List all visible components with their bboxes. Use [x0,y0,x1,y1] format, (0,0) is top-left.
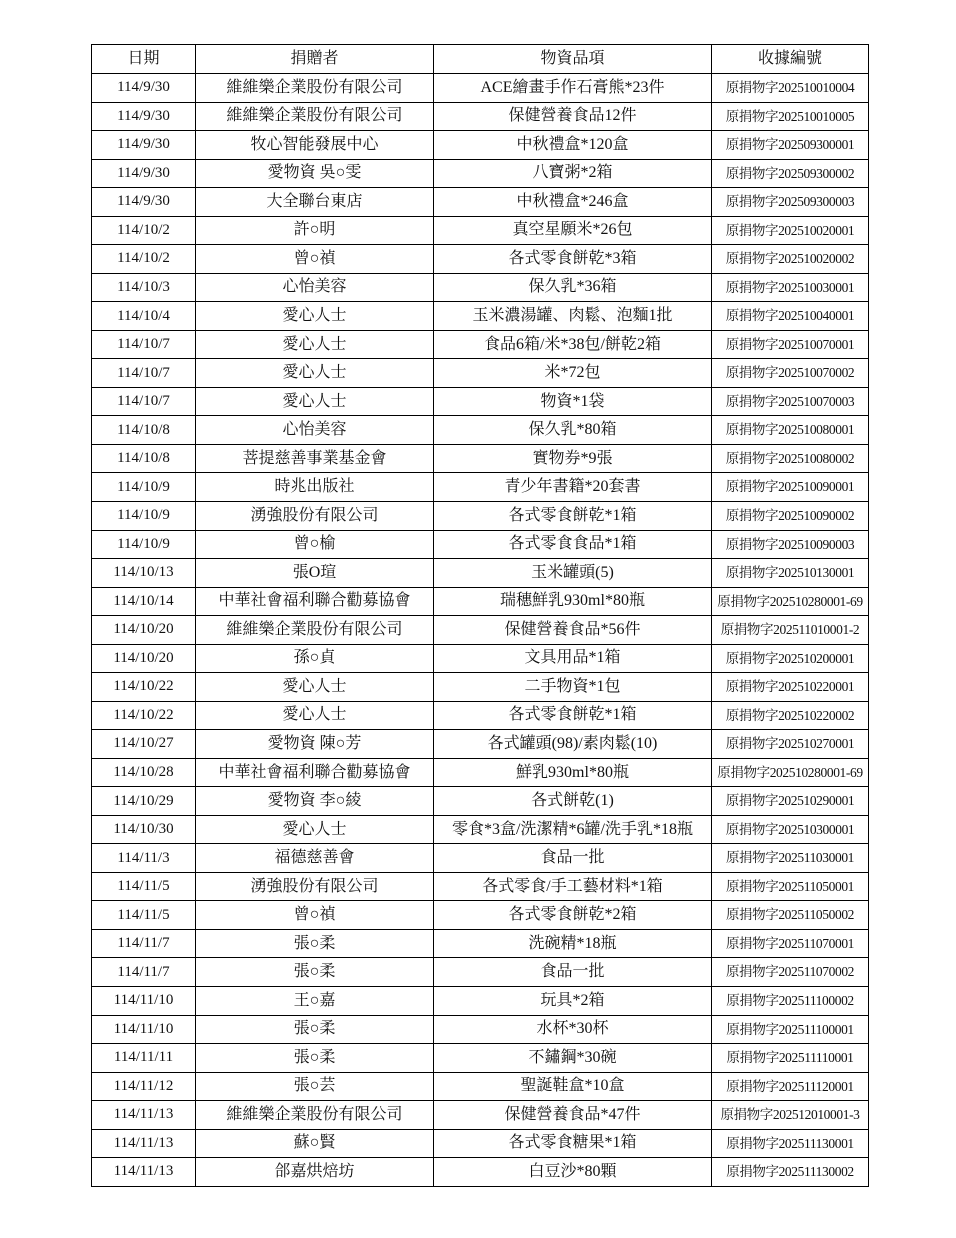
cell-items: 玉米濃湯罐、肉鬆、泡麵1批 [434,302,712,331]
table-row [92,444,869,473]
donation-table [91,44,869,1187]
cell-donor: 中華社會福利聯合勸募協會 [196,587,434,616]
cell-items: 各式零食餅乾*3箱 [434,245,712,274]
cell-receipt: 原捐物字202510070001 [712,330,869,359]
table-row [92,159,869,188]
cell-items: 洗碗精*18瓶 [434,929,712,958]
cell-date: 114/11/5 [92,872,196,901]
cell-date: 114/11/12 [92,1072,196,1101]
cell-donor: 愛心人士 [196,387,434,416]
table-row [92,644,869,673]
table-row [92,559,869,588]
cell-receipt: 原捐物字202511110001 [712,1044,869,1073]
cell-items: 水杯*30杯 [434,1015,712,1044]
cell-items: 二手物資*1包 [434,673,712,702]
table-row [92,131,869,160]
cell-donor: 中華社會福利聯合勸募協會 [196,758,434,787]
cell-items: 米*72包 [434,359,712,388]
cell-donor: 蘇○賢 [196,1129,434,1158]
cell-items: 各式罐頭(98)/素肉鬆(10) [434,730,712,759]
cell-receipt: 原捐物字202510040001 [712,302,869,331]
cell-donor: 張○柔 [196,1044,434,1073]
cell-donor: 維維樂企業股份有限公司 [196,1101,434,1130]
cell-items: 文具用品*1箱 [434,644,712,673]
cell-receipt: 原捐物字202509300001 [712,131,869,160]
cell-receipt: 原捐物字202510020002 [712,245,869,274]
cell-date: 114/10/9 [92,501,196,530]
cell-date: 114/10/3 [92,273,196,302]
table-row [92,216,869,245]
cell-date: 114/11/11 [92,1044,196,1073]
cell-items: 各式零食食品*1箱 [434,530,712,559]
cell-date: 114/10/2 [92,216,196,245]
table-row [92,330,869,359]
header-date: 日期 [92,45,196,74]
cell-donor: 張○芸 [196,1072,434,1101]
table-row [92,616,869,645]
cell-items: ACE繪畫手作石膏熊*23件 [434,74,712,103]
cell-receipt: 原捐物字202510070003 [712,387,869,416]
cell-date: 114/10/22 [92,673,196,702]
cell-items: 不鏽鋼*30碗 [434,1044,712,1073]
cell-items: 八寶粥*2箱 [434,159,712,188]
header-items: 物資品項 [434,45,712,74]
cell-donor: 愛物資 吳○雯 [196,159,434,188]
cell-donor: 湧強股份有限公司 [196,872,434,901]
cell-items: 各式零食餅乾*1箱 [434,701,712,730]
cell-receipt: 原捐物字202511120001 [712,1072,869,1101]
cell-date: 114/10/9 [92,473,196,502]
cell-receipt: 原捐物字202510130001 [712,559,869,588]
cell-receipt: 原捐物字202509300003 [712,188,869,217]
cell-date: 114/11/10 [92,1015,196,1044]
cell-receipt: 原捐物字202510010004 [712,74,869,103]
table-row [92,387,869,416]
cell-date: 114/9/30 [92,188,196,217]
cell-donor: 張○柔 [196,958,434,987]
cell-receipt: 原捐物字202510090002 [712,501,869,530]
cell-donor: 時兆出版社 [196,473,434,502]
cell-receipt: 原捐物字202509300002 [712,159,869,188]
cell-items: 物資*1袋 [434,387,712,416]
cell-donor: 菩提慈善事業基金會 [196,444,434,473]
table-row [92,245,869,274]
cell-date: 114/10/29 [92,787,196,816]
cell-receipt: 原捐物字202510020001 [712,216,869,245]
cell-date: 114/10/8 [92,444,196,473]
table-row [92,730,869,759]
cell-date: 114/11/10 [92,987,196,1016]
cell-donor: 張O瑄 [196,559,434,588]
table-row [92,844,869,873]
cell-items: 青少年書籍*20套書 [434,473,712,502]
table-row [92,359,869,388]
cell-donor: 王○嘉 [196,987,434,1016]
table-row [92,501,869,530]
table-row [92,1044,869,1073]
cell-donor: 張○柔 [196,1015,434,1044]
cell-items: 白豆沙*80顆 [434,1158,712,1187]
cell-items: 食品6箱/米*38包/餅乾2箱 [434,330,712,359]
cell-donor: 愛心人士 [196,701,434,730]
cell-items: 聖誕鞋盒*10盒 [434,1072,712,1101]
cell-items: 保久乳*80箱 [434,416,712,445]
cell-receipt: 原捐物字202510030001 [712,273,869,302]
header-donor: 捐贈者 [196,45,434,74]
cell-donor: 維維樂企業股份有限公司 [196,102,434,131]
header-row [92,45,869,74]
table-row [92,1158,869,1187]
table-row [92,188,869,217]
table-row [92,815,869,844]
table-row [92,1129,869,1158]
table-row [92,1072,869,1101]
cell-donor: 愛心人士 [196,673,434,702]
cell-donor: 曾○禎 [196,245,434,274]
cell-receipt: 原捐物字202511070001 [712,929,869,958]
table-row [92,987,869,1016]
table-row [92,872,869,901]
table-row [92,302,869,331]
cell-date: 114/11/3 [92,844,196,873]
cell-receipt: 原捐物字202510290001 [712,787,869,816]
cell-receipt: 原捐物字202510080002 [712,444,869,473]
cell-date: 114/10/7 [92,359,196,388]
table-row [92,473,869,502]
cell-donor: 福德慈善會 [196,844,434,873]
cell-donor: 愛心人士 [196,302,434,331]
cell-items: 中秋禮盒*246盒 [434,188,712,217]
cell-donor: 大全聯台東店 [196,188,434,217]
cell-receipt: 原捐物字202511100001 [712,1015,869,1044]
cell-items: 保健營養食品*47件 [434,1101,712,1130]
cell-receipt: 原捐物字202510200001 [712,644,869,673]
cell-date: 114/9/30 [92,102,196,131]
cell-items: 保健營養食品12件 [434,102,712,131]
cell-donor: 愛物資 陳○芳 [196,730,434,759]
cell-donor: 曾○榆 [196,530,434,559]
cell-donor: 愛心人士 [196,330,434,359]
cell-date: 114/10/20 [92,644,196,673]
cell-date: 114/11/13 [92,1129,196,1158]
cell-items: 各式餅乾(1) [434,787,712,816]
cell-items: 保健營養食品*56件 [434,616,712,645]
cell-date: 114/10/8 [92,416,196,445]
cell-receipt: 原捐物字202511030001 [712,844,869,873]
table-row [92,530,869,559]
cell-donor: 愛心人士 [196,815,434,844]
header-receipt: 收據編號 [712,45,869,74]
table-row [92,787,869,816]
cell-date: 114/10/22 [92,701,196,730]
cell-donor: 愛物資 李○綾 [196,787,434,816]
cell-receipt: 原捐物字202511010001-2 [712,616,869,645]
cell-items: 零食*3盒/洗潔精*6罐/洗手乳*18瓶 [434,815,712,844]
cell-date: 114/10/7 [92,330,196,359]
cell-receipt: 原捐物字202511130001 [712,1129,869,1158]
cell-date: 114/10/14 [92,587,196,616]
cell-date: 114/11/13 [92,1101,196,1130]
cell-donor: 愛心人士 [196,359,434,388]
cell-date: 114/10/30 [92,815,196,844]
cell-items: 鮮乳930ml*80瓶 [434,758,712,787]
table-row [92,958,869,987]
cell-donor: 孫○貞 [196,644,434,673]
table-row [92,701,869,730]
table-row [92,273,869,302]
cell-date: 114/9/30 [92,74,196,103]
cell-items: 玩具*2箱 [434,987,712,1016]
cell-items: 食品一批 [434,844,712,873]
cell-donor: 張○柔 [196,929,434,958]
cell-date: 114/10/4 [92,302,196,331]
cell-receipt: 原捐物字202510090003 [712,530,869,559]
table-row [92,74,869,103]
cell-items: 實物券*9張 [434,444,712,473]
cell-receipt: 原捐物字202511100002 [712,987,869,1016]
cell-items: 瑞穗鮮乳930ml*80瓶 [434,587,712,616]
cell-donor: 牧心智能發展中心 [196,131,434,160]
cell-receipt: 原捐物字202510010005 [712,102,869,131]
table-row [92,1101,869,1130]
table-row [92,416,869,445]
cell-items: 各式零食糖果*1箱 [434,1129,712,1158]
cell-date: 114/9/30 [92,159,196,188]
cell-items: 各式零食餅乾*1箱 [434,501,712,530]
cell-receipt: 原捐物字202511050002 [712,901,869,930]
cell-date: 114/10/9 [92,530,196,559]
cell-donor: 曾○禎 [196,901,434,930]
cell-receipt: 原捐物字202511050001 [712,872,869,901]
cell-receipt: 原捐物字202510220001 [712,673,869,702]
cell-receipt: 原捐物字202510070002 [712,359,869,388]
cell-items: 食品一批 [434,958,712,987]
cell-date: 114/11/5 [92,901,196,930]
cell-date: 114/11/7 [92,958,196,987]
table-row [92,929,869,958]
cell-donor: 維維樂企業股份有限公司 [196,616,434,645]
cell-donor: 維維樂企業股份有限公司 [196,74,434,103]
cell-donor: 心怡美容 [196,273,434,302]
cell-donor: 許○明 [196,216,434,245]
cell-receipt: 原捐物字202510090001 [712,473,869,502]
table-body [92,74,869,1187]
cell-receipt: 原捐物字202511070002 [712,958,869,987]
cell-items: 各式零食/手工藝材料*1箱 [434,872,712,901]
cell-items: 真空星願米*26包 [434,216,712,245]
cell-donor: 郃嘉烘焙坊 [196,1158,434,1187]
cell-receipt: 原捐物字202511130002 [712,1158,869,1187]
cell-donor: 湧強股份有限公司 [196,501,434,530]
cell-items: 保久乳*36箱 [434,273,712,302]
table-header [92,45,869,74]
table-row [92,1015,869,1044]
cell-date: 114/10/27 [92,730,196,759]
cell-date: 114/10/2 [92,245,196,274]
cell-date: 114/11/7 [92,929,196,958]
table-row [92,758,869,787]
cell-receipt: 原捐物字202510300001 [712,815,869,844]
cell-receipt: 原捐物字202512010001-3 [712,1101,869,1130]
cell-date: 114/11/13 [92,1158,196,1187]
table-row [92,673,869,702]
cell-date: 114/10/7 [92,387,196,416]
cell-receipt: 原捐物字202510080001 [712,416,869,445]
table-row [92,102,869,131]
cell-receipt: 原捐物字202510280001-69 [712,758,869,787]
cell-items: 玉米罐頭(5) [434,559,712,588]
table-row [92,901,869,930]
table-row [92,587,869,616]
cell-date: 114/10/20 [92,616,196,645]
cell-date: 114/9/30 [92,131,196,160]
cell-receipt: 原捐物字202510270001 [712,730,869,759]
cell-date: 114/10/28 [92,758,196,787]
cell-items: 中秋禮盒*120盒 [434,131,712,160]
cell-receipt: 原捐物字202510220002 [712,701,869,730]
cell-date: 114/10/13 [92,559,196,588]
cell-items: 各式零食餅乾*2箱 [434,901,712,930]
cell-receipt: 原捐物字202510280001-69 [712,587,869,616]
cell-donor: 心怡美容 [196,416,434,445]
